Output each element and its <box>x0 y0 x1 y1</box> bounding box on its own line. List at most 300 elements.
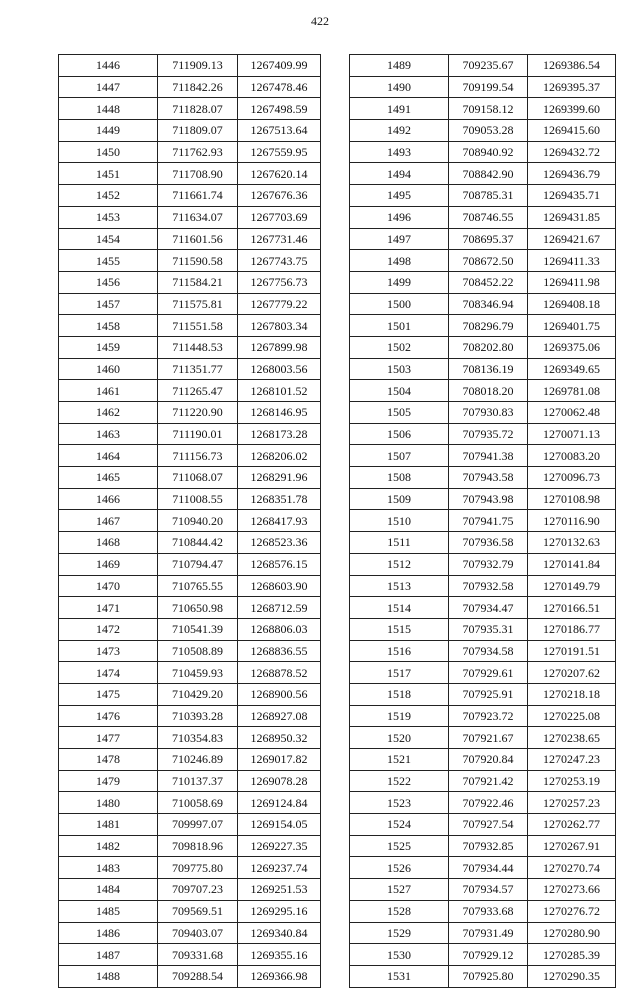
point-number-cell: 1489 <box>350 55 449 77</box>
point-number-cell: 1458 <box>59 315 158 337</box>
x-coordinate-cell: 709818.96 <box>158 835 238 857</box>
x-coordinate-cell: 711601.56 <box>158 228 238 250</box>
y-coordinate-cell: 1270096.73 <box>528 467 616 489</box>
point-number-cell: 1501 <box>350 315 449 337</box>
y-coordinate-cell: 1269408.18 <box>528 293 616 315</box>
x-coordinate-cell: 708672.50 <box>449 250 528 272</box>
table-row <box>59 705 321 727</box>
y-coordinate-cell: 1268836.55 <box>238 640 321 662</box>
point-number-cell: 1498 <box>350 250 449 272</box>
x-coordinate-cell: 708940.92 <box>449 141 528 163</box>
y-coordinate-cell: 1269781.08 <box>528 380 616 402</box>
table-row <box>59 380 321 402</box>
x-coordinate-cell: 711575.81 <box>158 293 238 315</box>
point-number-cell: 1459 <box>59 336 158 358</box>
table-row <box>350 163 616 185</box>
table-row <box>59 445 321 467</box>
table-row <box>59 358 321 380</box>
table-row <box>59 402 321 424</box>
x-coordinate-cell: 707921.67 <box>449 727 528 749</box>
y-coordinate-cell: 1268603.90 <box>238 575 321 597</box>
point-number-cell: 1488 <box>59 965 158 987</box>
point-number-cell: 1471 <box>59 597 158 619</box>
point-number-cell: 1452 <box>59 185 158 207</box>
y-coordinate-cell: 1270257.23 <box>528 792 616 814</box>
point-number-cell: 1490 <box>350 76 449 98</box>
x-coordinate-cell: 711068.07 <box>158 467 238 489</box>
table-row <box>350 705 616 727</box>
table-row <box>59 814 321 836</box>
point-number-cell: 1517 <box>350 662 449 684</box>
y-coordinate-cell: 1268927.08 <box>238 705 321 727</box>
x-coordinate-cell: 707936.58 <box>449 532 528 554</box>
y-coordinate-cell: 1268950.32 <box>238 727 321 749</box>
x-coordinate-cell: 711909.13 <box>158 55 238 77</box>
table-row <box>350 510 616 532</box>
table-row <box>350 727 616 749</box>
point-number-cell: 1465 <box>59 467 158 489</box>
y-coordinate-cell: 1269366.98 <box>238 965 321 987</box>
x-coordinate-cell: 710844.42 <box>158 532 238 554</box>
point-number-cell: 1507 <box>350 445 449 467</box>
x-coordinate-cell: 708018.20 <box>449 380 528 402</box>
y-coordinate-cell: 1268712.59 <box>238 597 321 619</box>
table-row <box>350 185 616 207</box>
y-coordinate-cell: 1267478.46 <box>238 76 321 98</box>
table-row <box>350 900 616 922</box>
y-coordinate-cell: 1268576.15 <box>238 553 321 575</box>
point-number-cell: 1525 <box>350 835 449 857</box>
point-number-cell: 1512 <box>350 553 449 575</box>
point-number-cell: 1456 <box>59 271 158 293</box>
point-number-cell: 1457 <box>59 293 158 315</box>
y-coordinate-cell: 1267703.69 <box>238 206 321 228</box>
point-number-cell: 1460 <box>59 358 158 380</box>
table-row <box>350 944 616 966</box>
y-coordinate-cell: 1269401.75 <box>528 315 616 337</box>
y-coordinate-cell: 1269124.84 <box>238 792 321 814</box>
table-row <box>350 965 616 987</box>
y-coordinate-cell: 1268523.36 <box>238 532 321 554</box>
table-row <box>59 120 321 142</box>
x-coordinate-cell: 711584.21 <box>158 271 238 293</box>
x-coordinate-cell: 710459.93 <box>158 662 238 684</box>
y-coordinate-cell: 1269227.35 <box>238 835 321 857</box>
x-coordinate-cell: 707922.46 <box>449 792 528 814</box>
y-coordinate-cell: 1269251.53 <box>238 879 321 901</box>
y-coordinate-cell: 1269399.60 <box>528 98 616 120</box>
table-row <box>350 770 616 792</box>
y-coordinate-cell: 1268417.93 <box>238 510 321 532</box>
x-coordinate-cell: 711590.58 <box>158 250 238 272</box>
point-number-cell: 1469 <box>59 553 158 575</box>
point-number-cell: 1453 <box>59 206 158 228</box>
table-row <box>59 206 321 228</box>
point-number-cell: 1523 <box>350 792 449 814</box>
y-coordinate-cell: 1267620.14 <box>238 163 321 185</box>
table-row <box>59 770 321 792</box>
point-number-cell: 1514 <box>350 597 449 619</box>
x-coordinate-cell: 710354.83 <box>158 727 238 749</box>
table-row <box>59 532 321 554</box>
table-row <box>59 835 321 857</box>
y-coordinate-cell: 1269432.72 <box>528 141 616 163</box>
x-coordinate-cell: 711190.01 <box>158 423 238 445</box>
point-number-cell: 1464 <box>59 445 158 467</box>
table-row <box>350 423 616 445</box>
x-coordinate-cell: 707943.58 <box>449 467 528 489</box>
x-coordinate-cell: 707934.44 <box>449 857 528 879</box>
table-row <box>350 662 616 684</box>
point-number-cell: 1495 <box>350 185 449 207</box>
y-coordinate-cell: 1269340.84 <box>238 922 321 944</box>
table-row <box>59 510 321 532</box>
x-coordinate-cell: 709775.80 <box>158 857 238 879</box>
table-row <box>59 228 321 250</box>
table-row <box>350 76 616 98</box>
table-row <box>59 141 321 163</box>
table-row <box>59 944 321 966</box>
x-coordinate-cell: 707923.72 <box>449 705 528 727</box>
y-coordinate-cell: 1269421.67 <box>528 228 616 250</box>
table-row <box>59 98 321 120</box>
y-coordinate-cell: 1267559.95 <box>238 141 321 163</box>
x-coordinate-cell: 710541.39 <box>158 618 238 640</box>
point-number-cell: 1530 <box>350 944 449 966</box>
x-coordinate-cell: 707929.61 <box>449 662 528 684</box>
point-number-cell: 1470 <box>59 575 158 597</box>
point-number-cell: 1527 <box>350 879 449 901</box>
table-row <box>59 315 321 337</box>
y-coordinate-cell: 1267731.46 <box>238 228 321 250</box>
y-coordinate-cell: 1269295.16 <box>238 900 321 922</box>
point-number-cell: 1484 <box>59 879 158 901</box>
table-row <box>350 532 616 554</box>
table-row <box>350 445 616 467</box>
x-coordinate-cell: 711220.90 <box>158 402 238 424</box>
point-number-cell: 1491 <box>350 98 449 120</box>
x-coordinate-cell: 709403.07 <box>158 922 238 944</box>
y-coordinate-cell: 1268878.52 <box>238 662 321 684</box>
table-row <box>59 467 321 489</box>
point-number-cell: 1522 <box>350 770 449 792</box>
table-row <box>59 965 321 987</box>
point-number-cell: 1497 <box>350 228 449 250</box>
y-coordinate-cell: 1269355.16 <box>238 944 321 966</box>
x-coordinate-cell: 707931.49 <box>449 922 528 944</box>
point-number-cell: 1494 <box>350 163 449 185</box>
x-coordinate-cell: 711661.74 <box>158 185 238 207</box>
y-coordinate-cell: 1268206.02 <box>238 445 321 467</box>
x-coordinate-cell: 707941.75 <box>449 510 528 532</box>
x-coordinate-cell: 710765.55 <box>158 575 238 597</box>
y-coordinate-cell: 1267779.22 <box>238 293 321 315</box>
point-number-cell: 1449 <box>59 120 158 142</box>
table-row <box>59 185 321 207</box>
y-coordinate-cell: 1269395.37 <box>528 76 616 98</box>
point-number-cell: 1461 <box>59 380 158 402</box>
table-row <box>350 879 616 901</box>
y-coordinate-cell: 1270166.51 <box>528 597 616 619</box>
y-coordinate-cell: 1270186.77 <box>528 618 616 640</box>
x-coordinate-cell: 707927.54 <box>449 814 528 836</box>
x-coordinate-cell: 708136.19 <box>449 358 528 380</box>
point-number-cell: 1506 <box>350 423 449 445</box>
x-coordinate-cell: 707925.80 <box>449 965 528 987</box>
table-row <box>59 683 321 705</box>
y-coordinate-cell: 1270225.08 <box>528 705 616 727</box>
x-coordinate-cell: 708785.31 <box>449 185 528 207</box>
point-number-cell: 1508 <box>350 467 449 489</box>
point-number-cell: 1475 <box>59 683 158 705</box>
y-coordinate-cell: 1269431.85 <box>528 206 616 228</box>
x-coordinate-cell: 709331.68 <box>158 944 238 966</box>
x-coordinate-cell: 711265.47 <box>158 380 238 402</box>
point-number-cell: 1468 <box>59 532 158 554</box>
y-coordinate-cell: 1270276.72 <box>528 900 616 922</box>
x-coordinate-cell: 709707.23 <box>158 879 238 901</box>
x-coordinate-cell: 710650.98 <box>158 597 238 619</box>
y-coordinate-cell: 1267899.98 <box>238 336 321 358</box>
x-coordinate-cell: 711551.58 <box>158 315 238 337</box>
point-number-cell: 1462 <box>59 402 158 424</box>
y-coordinate-cell: 1270280.90 <box>528 922 616 944</box>
point-number-cell: 1479 <box>59 770 158 792</box>
table-row <box>59 271 321 293</box>
y-coordinate-cell: 1269436.79 <box>528 163 616 185</box>
table-row <box>350 488 616 510</box>
table-row <box>350 640 616 662</box>
x-coordinate-cell: 707930.83 <box>449 402 528 424</box>
x-coordinate-cell: 708346.94 <box>449 293 528 315</box>
y-coordinate-cell: 1269386.54 <box>528 55 616 77</box>
x-coordinate-cell: 709158.12 <box>449 98 528 120</box>
table-row <box>59 488 321 510</box>
point-number-cell: 1486 <box>59 922 158 944</box>
y-coordinate-cell: 1268146.95 <box>238 402 321 424</box>
table-row <box>350 293 616 315</box>
y-coordinate-cell: 1268900.56 <box>238 683 321 705</box>
table-row <box>350 814 616 836</box>
y-coordinate-cell: 1267498.59 <box>238 98 321 120</box>
x-coordinate-cell: 711448.53 <box>158 336 238 358</box>
x-coordinate-cell: 711351.77 <box>158 358 238 380</box>
point-number-cell: 1513 <box>350 575 449 597</box>
y-coordinate-cell: 1270218.18 <box>528 683 616 705</box>
x-coordinate-cell: 711708.90 <box>158 163 238 185</box>
x-coordinate-cell: 709569.51 <box>158 900 238 922</box>
table-row <box>59 293 321 315</box>
table-row <box>350 749 616 771</box>
table-row <box>59 727 321 749</box>
point-number-cell: 1446 <box>59 55 158 77</box>
x-coordinate-cell: 709053.28 <box>449 120 528 142</box>
point-number-cell: 1448 <box>59 98 158 120</box>
table-row <box>350 857 616 879</box>
table-row <box>350 597 616 619</box>
y-coordinate-cell: 1267756.73 <box>238 271 321 293</box>
point-number-cell: 1511 <box>350 532 449 554</box>
x-coordinate-cell: 707921.42 <box>449 770 528 792</box>
table-row <box>59 553 321 575</box>
y-coordinate-cell: 1270116.90 <box>528 510 616 532</box>
point-number-cell: 1515 <box>350 618 449 640</box>
point-number-cell: 1503 <box>350 358 449 380</box>
point-number-cell: 1519 <box>350 705 449 727</box>
y-coordinate-cell: 1269411.98 <box>528 271 616 293</box>
x-coordinate-cell: 707935.72 <box>449 423 528 445</box>
table-row <box>350 141 616 163</box>
y-coordinate-cell: 1267743.75 <box>238 250 321 272</box>
coordinate-table-left <box>58 54 321 988</box>
y-coordinate-cell: 1267676.36 <box>238 185 321 207</box>
y-coordinate-cell: 1268806.03 <box>238 618 321 640</box>
point-number-cell: 1492 <box>350 120 449 142</box>
point-number-cell: 1451 <box>59 163 158 185</box>
y-coordinate-cell: 1268003.56 <box>238 358 321 380</box>
y-coordinate-cell: 1270108.98 <box>528 488 616 510</box>
table-row <box>59 55 321 77</box>
y-coordinate-cell: 1270149.79 <box>528 575 616 597</box>
y-coordinate-cell: 1269375.06 <box>528 336 616 358</box>
y-coordinate-cell: 1270253.19 <box>528 770 616 792</box>
point-number-cell: 1478 <box>59 749 158 771</box>
point-number-cell: 1474 <box>59 662 158 684</box>
x-coordinate-cell: 707920.84 <box>449 749 528 771</box>
y-coordinate-cell: 1270285.39 <box>528 944 616 966</box>
point-number-cell: 1455 <box>59 250 158 272</box>
y-coordinate-cell: 1270132.63 <box>528 532 616 554</box>
y-coordinate-cell: 1267513.64 <box>238 120 321 142</box>
y-coordinate-cell: 1267409.99 <box>238 55 321 77</box>
y-coordinate-cell: 1270270.74 <box>528 857 616 879</box>
x-coordinate-cell: 709997.07 <box>158 814 238 836</box>
x-coordinate-cell: 710393.28 <box>158 705 238 727</box>
table-row <box>59 250 321 272</box>
x-coordinate-cell: 707932.79 <box>449 553 528 575</box>
x-coordinate-cell: 710058.69 <box>158 792 238 814</box>
x-coordinate-cell: 711008.55 <box>158 488 238 510</box>
point-number-cell: 1496 <box>350 206 449 228</box>
x-coordinate-cell: 711809.07 <box>158 120 238 142</box>
x-coordinate-cell: 711842.26 <box>158 76 238 98</box>
y-coordinate-cell: 1268101.52 <box>238 380 321 402</box>
table-row <box>59 423 321 445</box>
y-coordinate-cell: 1270262.77 <box>528 814 616 836</box>
y-coordinate-cell: 1267803.34 <box>238 315 321 337</box>
y-coordinate-cell: 1270247.23 <box>528 749 616 771</box>
table-row <box>59 857 321 879</box>
table-row <box>350 835 616 857</box>
x-coordinate-cell: 710246.89 <box>158 749 238 771</box>
x-coordinate-cell: 711634.07 <box>158 206 238 228</box>
table-row <box>59 76 321 98</box>
point-number-cell: 1500 <box>350 293 449 315</box>
table-row <box>59 749 321 771</box>
x-coordinate-cell: 710137.37 <box>158 770 238 792</box>
point-number-cell: 1483 <box>59 857 158 879</box>
x-coordinate-cell: 707934.57 <box>449 879 528 901</box>
x-coordinate-cell: 708746.55 <box>449 206 528 228</box>
y-coordinate-cell: 1270062.48 <box>528 402 616 424</box>
table-row <box>350 467 616 489</box>
point-number-cell: 1516 <box>350 640 449 662</box>
x-coordinate-cell: 711762.93 <box>158 141 238 163</box>
table-row <box>350 336 616 358</box>
y-coordinate-cell: 1269415.60 <box>528 120 616 142</box>
point-number-cell: 1504 <box>350 380 449 402</box>
x-coordinate-cell: 707934.58 <box>449 640 528 662</box>
x-coordinate-cell: 711828.07 <box>158 98 238 120</box>
point-number-cell: 1518 <box>350 683 449 705</box>
x-coordinate-cell: 708202.80 <box>449 336 528 358</box>
table-row <box>350 55 616 77</box>
table-row <box>350 402 616 424</box>
point-number-cell: 1505 <box>350 402 449 424</box>
point-number-cell: 1529 <box>350 922 449 944</box>
x-coordinate-cell: 707932.85 <box>449 835 528 857</box>
table-row <box>350 228 616 250</box>
x-coordinate-cell: 708695.37 <box>449 228 528 250</box>
point-number-cell: 1520 <box>350 727 449 749</box>
table-row <box>350 271 616 293</box>
y-coordinate-cell: 1269078.28 <box>238 770 321 792</box>
point-number-cell: 1499 <box>350 271 449 293</box>
table-row <box>350 922 616 944</box>
x-coordinate-cell: 707943.98 <box>449 488 528 510</box>
table-row <box>350 618 616 640</box>
x-coordinate-cell: 711156.73 <box>158 445 238 467</box>
table-row <box>350 683 616 705</box>
point-number-cell: 1482 <box>59 835 158 857</box>
table-row <box>350 553 616 575</box>
y-coordinate-cell: 1269017.82 <box>238 749 321 771</box>
x-coordinate-cell: 710794.47 <box>158 553 238 575</box>
y-coordinate-cell: 1269435.71 <box>528 185 616 207</box>
table-row <box>350 575 616 597</box>
y-coordinate-cell: 1268351.78 <box>238 488 321 510</box>
table-row <box>59 575 321 597</box>
x-coordinate-cell: 707929.12 <box>449 944 528 966</box>
table-row <box>59 879 321 901</box>
table-row <box>59 662 321 684</box>
y-coordinate-cell: 1268173.28 <box>238 423 321 445</box>
x-coordinate-cell: 709288.54 <box>158 965 238 987</box>
x-coordinate-cell: 710508.89 <box>158 640 238 662</box>
y-coordinate-cell: 1269411.33 <box>528 250 616 272</box>
page-number: 422 <box>311 14 329 28</box>
table-row <box>350 792 616 814</box>
table-row <box>350 98 616 120</box>
point-number-cell: 1473 <box>59 640 158 662</box>
point-number-cell: 1528 <box>350 900 449 922</box>
point-number-cell: 1467 <box>59 510 158 532</box>
point-number-cell: 1466 <box>59 488 158 510</box>
table-row <box>59 163 321 185</box>
x-coordinate-cell: 708842.90 <box>449 163 528 185</box>
point-number-cell: 1493 <box>350 141 449 163</box>
x-coordinate-cell: 707933.68 <box>449 900 528 922</box>
point-number-cell: 1463 <box>59 423 158 445</box>
x-coordinate-cell: 708296.79 <box>449 315 528 337</box>
x-coordinate-cell: 709235.67 <box>449 55 528 77</box>
point-number-cell: 1531 <box>350 965 449 987</box>
table-row <box>350 358 616 380</box>
table-row <box>350 120 616 142</box>
x-coordinate-cell: 707925.91 <box>449 683 528 705</box>
point-number-cell: 1509 <box>350 488 449 510</box>
table-row <box>350 315 616 337</box>
